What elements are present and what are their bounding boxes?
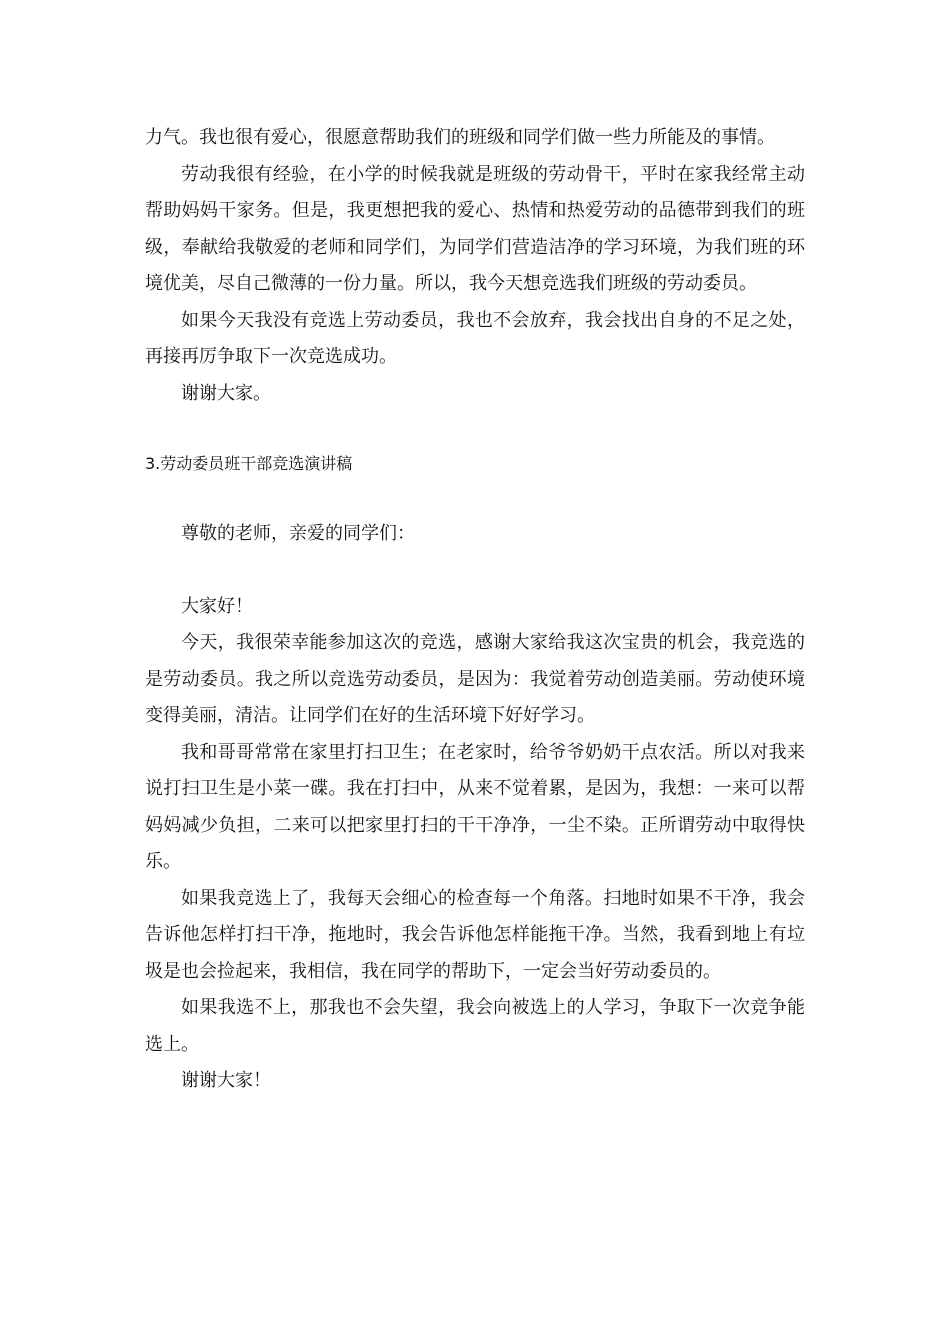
document-body [145, 120, 805, 1100]
paragraph-continuation-4: 谢谢大家。 [181, 382, 271, 404]
paragraph-1: 今天，我很荣幸能参加这次的竞选，感谢大家给我这次宝贵的机会，我竞选的是劳动委员。我之所以竞选劳动委员，是因为：我觉着劳动创造美丽。劳动使环境变得美丽，清洁。让同学们在好的生活环境下好好学习。 [145, 632, 805, 726]
paragraph-4: 如果我选不上，那我也不会失望，我会向被选上的人学习，争取下一次竞争能选上。 [145, 997, 805, 1055]
paragraph-3: 如果我竞选上了，我每天会细心的检查每一个角落。扫地时如果不干净，我会告诉他怎样打扫干净，拖地时，我会告诉他怎样能拖干净。当然，我看到地上有垃圾是也会捡起来，我相信，我在同学的帮助下，一定会当好劳动委员的。 [145, 887, 805, 982]
paragraph-2: 我和哥哥常常在家里打扫卫生；在老家时，给爷爷奶奶干点农活。所以对我来说打扫卫生是小菜一碟。我在打扫中，从来不觉着累，是因为，我想：一来可以帮妈妈减少负担，二来可以把家里打扫的干干净净，一尘不染。正所谓劳动中取得快乐。 [145, 741, 805, 872]
section-heading: 3.劳动委员班干部竞选演讲稿 [145, 454, 353, 473]
paragraph-continuation-2: 劳动我很有经验，在小学的时候我就是班级的劳动骨干，平时在家我经常主动帮助妈妈干家务。但是，我更想把我的爱心、热情和热爱劳动的品德带到我们的班级，奉献给我敬爱的老师和同学们，为同学们营造洁净的学习环境，为我们班的环境优美，尽自己微薄的一份力量。所以，我今天想竞选我们班级的劳动委员。 [145, 163, 805, 294]
closing: 谢谢大家！ [181, 1070, 271, 1091]
greeting: 大家好！ [181, 595, 253, 617]
paragraph-continuation-1: 力气。我也很有爱心，很愿意帮助我们的班级和同学们做一些力所能及的事情。 [145, 127, 775, 148]
salutation: 尊敬的老师，亲爱的同学们： [181, 523, 415, 544]
paragraph-continuation-3: 如果今天我没有竞选上劳动委员，我也不会放弃，我会找出自身的不足之处，再接再厉争取下一次竞选成功。 [145, 309, 805, 367]
